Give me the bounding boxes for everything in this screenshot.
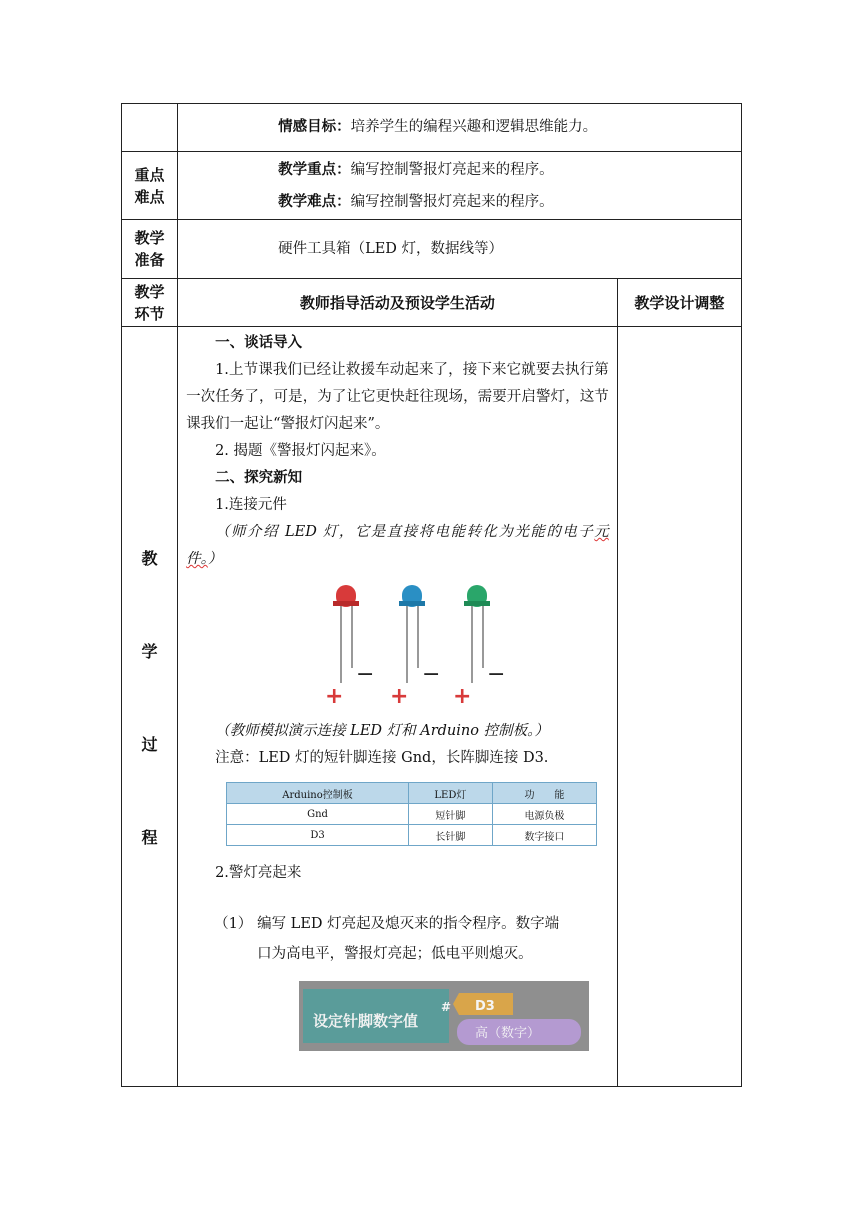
key-point-label: 教学重点： — [278, 161, 351, 178]
program-block-image — [299, 981, 589, 1051]
emotion-goal-text: 培养学生的编程兴趣和逻辑思维能力。 — [350, 119, 598, 135]
section-2-heading: 二、探究新知 — [215, 470, 303, 486]
led-intro-note: （师介绍 LED 灯，它是直接将电能转化为光能的电子元件。） — [186, 524, 609, 567]
adjustment-header: 教学设计调整 — [617, 279, 741, 327]
demo-note: （教师模拟演示连接 LED 灯和 Arduino 控制板。） — [215, 723, 549, 739]
table-row — [227, 825, 597, 846]
section-1-heading: 一、谈话导入 — [215, 335, 303, 351]
pin-note: 注意：LED 灯的短针脚连接 Gnd，长阵脚连接 D3. — [215, 750, 549, 766]
connect-components-heading: 1.连接元件 — [215, 497, 287, 513]
plus-sign-3: + — [453, 684, 472, 709]
table-cell: 数字接口 — [492, 825, 596, 846]
pin-table-header-cell: 功 能 — [492, 783, 596, 804]
process-char-4: 程 — [141, 828, 158, 847]
minus-sign-3: − — [487, 662, 506, 687]
process-char-1: 教 — [141, 549, 158, 568]
emotion-goal-label: 情感目标： — [278, 119, 351, 135]
minus-sign-1: − — [356, 662, 375, 687]
light-up-heading: 2.警灯亮起来 — [215, 865, 302, 881]
process-label-cell — [122, 327, 178, 1087]
table-cell: 电源负极 — [492, 804, 596, 825]
emotion-goal-cell — [178, 104, 742, 152]
preparation-text: 硬件工具箱（LED 灯，数据线等） — [278, 240, 504, 257]
block-hash: # — [441, 1000, 452, 1014]
intro-paragraph-1: 1.上节课我们已经让救援车动起来了，接下来它就要去执行第一次任务了，可是，为了让它更快赶往现场，需要开启警灯，这节课我们一起让“警报灯闪起来”。 — [186, 362, 609, 432]
key-difficulty-label: 重点 难点 — [122, 152, 178, 220]
block-value: 高（数字） — [475, 1026, 541, 1041]
table-cell: D3 — [227, 825, 409, 846]
difficulty-label: 教学难点： — [278, 193, 351, 210]
stage-header-label: 教学 环节 — [122, 279, 178, 327]
plus-sign-1: + — [325, 684, 344, 709]
step-1-text: 编写 LED 灯亮起及熄灭来的指令程序。数字端 口为高电平，警报灯亮起；低电平则熄灭。 — [257, 916, 560, 962]
preparation-label: 教学 准备 — [122, 220, 178, 279]
key-difficulty-cell — [178, 152, 742, 220]
process-char-3: 过 — [141, 735, 158, 754]
adjustment-cell — [617, 327, 741, 1087]
empty-label-cell — [122, 104, 178, 152]
pin-table-header-cell: Arduino控制板 — [227, 783, 409, 804]
table-row — [227, 804, 597, 825]
pin-table-header — [227, 783, 597, 804]
led-illustration — [186, 573, 609, 718]
minus-sign-2: − — [422, 662, 441, 687]
activity-content-cell — [178, 327, 618, 1087]
difficulty-text: 编写控制警报灯亮起来的程序。 — [350, 193, 554, 210]
preparation-cell — [178, 220, 742, 279]
process-char-2: 学 — [141, 642, 158, 661]
activity-header: 教师指导活动及预设学生活动 — [178, 279, 618, 327]
key-point-text: 编写控制警报灯亮起来的程序。 — [350, 161, 554, 178]
table-cell: 长针脚 — [408, 825, 492, 846]
pin-table — [226, 782, 597, 846]
lesson-plan-table — [121, 103, 742, 1087]
plus-sign-2: + — [390, 684, 409, 709]
step-1-number: （1） — [214, 916, 253, 932]
block-label: 设定针脚数字值 — [313, 1012, 419, 1030]
step-1 — [186, 909, 609, 969]
block-pin: D3 — [475, 999, 495, 1014]
pin-table-header-cell: LED灯 — [408, 783, 492, 804]
table-cell: Gnd — [227, 804, 409, 825]
intro-paragraph-2: 2. 揭题《警报灯闪起来》。 — [215, 443, 386, 459]
table-cell: 短针脚 — [408, 804, 492, 825]
